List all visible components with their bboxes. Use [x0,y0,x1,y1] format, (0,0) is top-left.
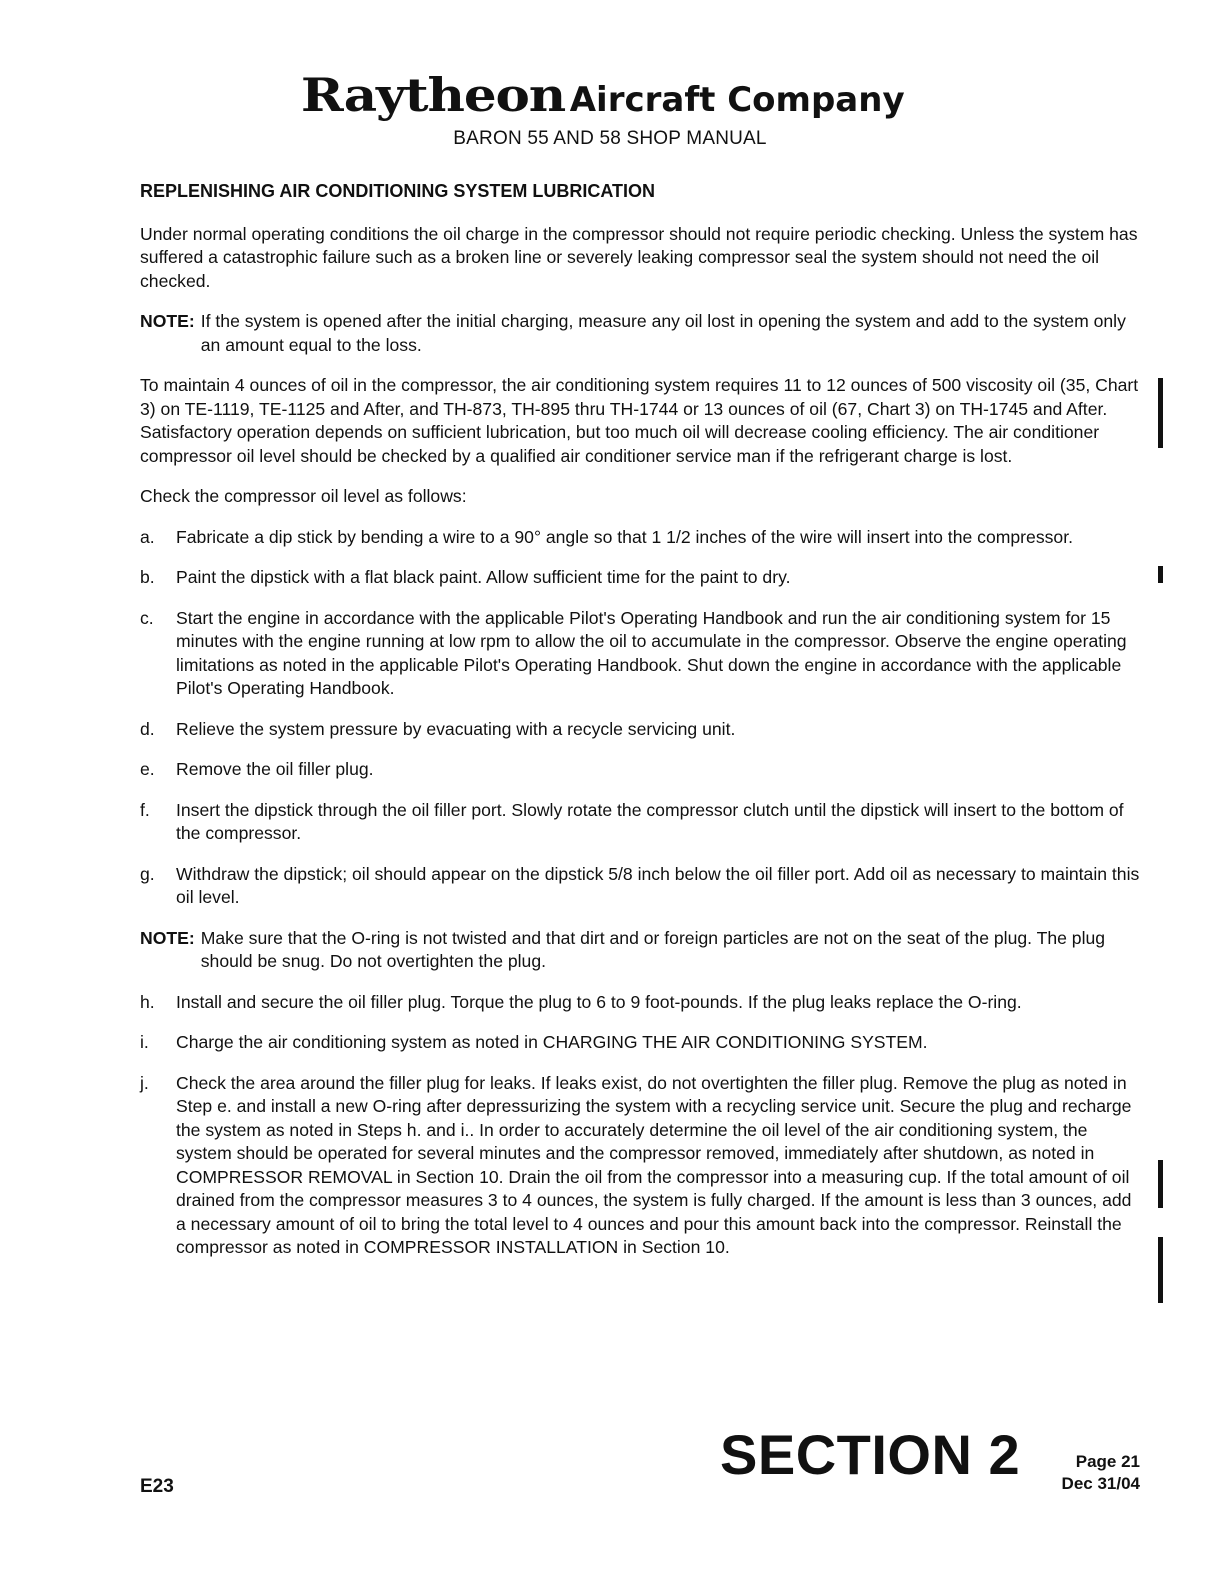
page-number: Page 21 [1075,1452,1140,1471]
note-label: NOTE: [140,311,195,331]
step-letter: f. [140,799,150,820]
step-letter: i. [140,1032,149,1052]
change-bar [1158,1237,1163,1303]
step-letter: e. [140,759,155,779]
step-text: Remove the oil filler plug. [176,759,374,779]
step-letter: h. [140,991,155,1012]
step-text: Paint the dipstick with a flat black paint. Allow sufficient time for the paint to dry. [176,567,791,587]
note-opened-system [140,310,1140,357]
step-text: Check the area around the filler plug for leaks. If leaks exist, do not overtighten the filler plug. Remove the plug as noted in Step e. and install a new O-ring after depressurizing the system with a recycling service unit. Secure the plug and recharge the system as noted in Steps h. and i.. In order to accurately determine the oil level of the air conditioning system, the system should be operated for several minutes and the compressor removed, immediately after shutdown, as noted in COMPRESSOR REMOVAL in Section 10. Drain the oil from the compressor into a measuring cup. If the total amount of oil drained from the compressor measures 3 to 4 ounces, the system is fully charged. If the amount is less than 3 ounces, add a necessary amount of oil to bring the total level to 4 ounces and pour this amount back into the compressor. Reinstall the compressor as noted in COMPRESSOR INSTALLATION in Section 10. [176,1072,1132,1257]
change-bar [1158,378,1163,448]
step-text: Install and secure the oil filler plug. Torque the plug to 6 to 9 foot-pounds. If the plug leaks replace the O-ring. [176,991,1022,1012]
step-text: Insert the dipstick through the oil filler port. Slowly rotate the compressor clutch until the dipstick will insert to the bottom of the compressor. [176,799,1124,843]
step-a [140,526,1140,550]
brand-line [0,68,1220,122]
step-d [140,718,1140,742]
note-o-ring [140,927,1140,974]
step-text: Fabricate a dip stick by bending a wire to a 90° angle so that 1 1/2 inches of the wire will insert into the compressor. [176,526,1073,547]
step-letter: a. [140,526,155,547]
step-letter: d. [140,718,155,739]
step-text: Start the engine in accordance with the applicable Pilot's Operating Handbook and run the air conditioning system for 15 minutes with the engine running at low rpm to allow the oil to accumulate in the compressor. Observe the engine operating limitations as noted in the applicable Pilot's Operating Handbook. Shut down the engine in accordance with the applicable Pilot's Operating Handbook. [176,607,1127,698]
step-letter: c. [140,607,154,628]
procedure-steps-part2 [140,991,1140,1260]
revision-date: Dec 31/04 [1061,1474,1140,1493]
step-text: Withdraw the dipstick; oil should appear on the dipstick 5/8 inch below the oil filler port. Add oil as necessary to maintain this oil level. [176,863,1140,907]
note-text: If the system is opened after the initial charging, measure any oil lost in opening the system and add to the system only an amount equal to the loss. [200,311,1126,355]
step-c [140,607,1140,701]
section-heading: REPLENISHING AIR CONDITIONING SYSTEM LUBRICATION [140,181,656,201]
manual-title: BARON 55 AND 58 SHOP MANUAL [453,128,767,149]
step-j [140,1072,1140,1260]
step-letter: b. [140,567,155,587]
change-bar [1158,1160,1163,1208]
page-content [140,180,1140,1277]
step-e [140,758,1140,782]
step-b [140,566,1140,590]
footer-document-code: E23 [140,1476,174,1497]
oil-quantity-paragraph: To maintain 4 ounces of oil in the compressor, the air conditioning system requires 11 to 12 ounces of 500 viscosity oil (35, Chart 3) on TE-1119, TE-1125 and After, and TH-873, TH-895 thru TH-1744 or 13 ounces of oil (67, Chart 3) on TH-1745 and After. Satisfactory operation depends on sufficient lubrication, but too much oil will decrease cooling efficiency. The air conditioner compressor oil level should be checked by a qualified air conditioner service man if the refrigerant charge is lost. [140,375,1139,466]
intro-paragraph: Under normal operating conditions the oil charge in the compressor should not require periodic checking. Unless the system has suffered a catastrophic failure such as a broken line or severely leaking compressor seal the system should not need the oil checked. [140,223,1138,291]
step-g [140,863,1140,910]
step-text: Charge the air conditioning system as noted in CHARGING THE AIR CONDITIONING SYSTEM. [176,1032,928,1052]
procedure-steps-part1 [140,526,1140,910]
brand-suffix: Aircraft Company [569,80,905,120]
footer-page-info [1046,1451,1140,1495]
page-header [0,68,1220,150]
note-label: NOTE: [140,927,195,948]
change-bar [1158,566,1163,583]
note-text: Make sure that the O-ring is not twisted and that dirt and or foreign particles are not on the seat of the plug. The plug should be snug. Do not overtighten the plug. [200,927,1106,971]
check-intro: Check the compressor oil level as follows: [140,486,467,506]
step-text: Relieve the system pressure by evacuating with a recycle servicing unit. [176,718,736,739]
brand-logo: Raytheon [301,68,566,122]
step-f [140,799,1140,846]
step-letter: g. [140,863,155,884]
footer-section-label: SECTION 2 [720,1423,1021,1486]
step-letter: j. [140,1072,149,1093]
step-i [140,1031,1140,1055]
step-h [140,991,1140,1015]
